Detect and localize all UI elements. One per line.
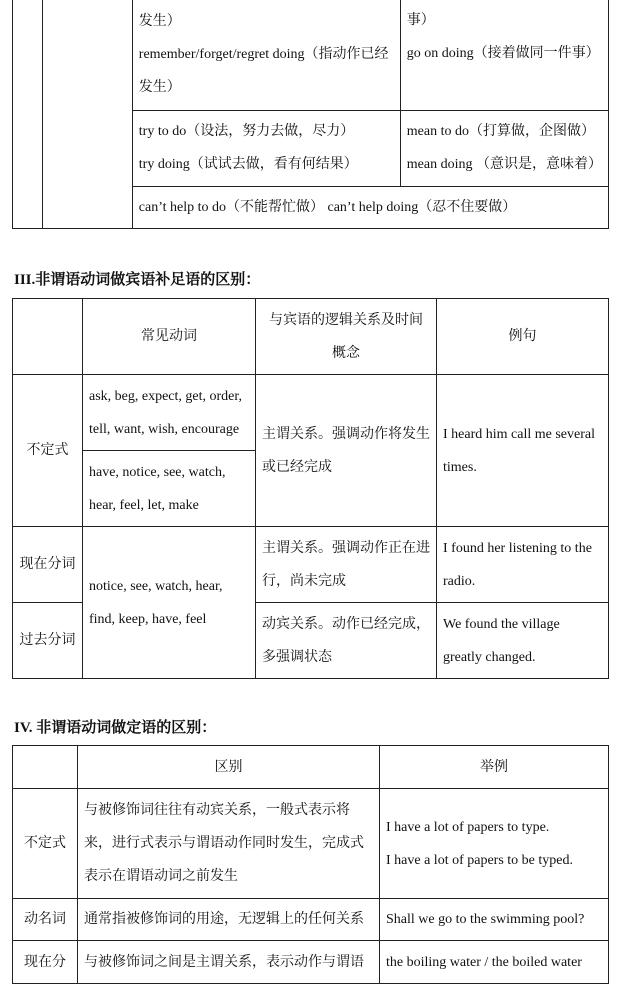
cell-remember-forget: 发生） remember/forget/regret doing（指动作已经 发生）: [132, 0, 400, 110]
header-difference: 区别: [78, 746, 380, 789]
label-infinitive: 不定式: [13, 375, 83, 527]
header-common-verbs: 常见动词: [83, 299, 256, 375]
empty-header-cell: [13, 746, 78, 789]
cell-example-infinitive: I heard him call me several times.: [437, 375, 609, 527]
cell-relation-present-participle: 主谓关系。强调动作正在进 行，尚未完成: [256, 527, 437, 603]
table-row: [13, 941, 609, 984]
header-example: 举例: [380, 746, 609, 789]
table-row: [13, 789, 609, 899]
cell-difference-present-participle: 与被修饰词之间是主谓关系，表示动作与谓语: [78, 941, 380, 984]
cell-example-gerund: Shall we go to the swimming pool?: [380, 899, 609, 941]
cell-go-on: 事） go on doing（接着做同一件事）: [400, 0, 608, 110]
header-example: 例句: [437, 299, 609, 375]
empty-cell: [42, 0, 132, 228]
cell-verbs-b: have, notice, see, watch, hear, feel, let, make: [83, 451, 256, 527]
table-row: [13, 375, 609, 451]
table-row: [13, 527, 609, 603]
label-infinitive: 不定式: [13, 789, 78, 899]
cell-verbs-a: ask, beg, expect, get, order, tell, want, wish, encourage: [83, 375, 256, 451]
header-logical-relation: 与宾语的逻辑关系及时间 概念: [256, 299, 437, 375]
empty-cell: [13, 0, 43, 228]
cell-try: try to do（设法，努力去做，尽力） try doing（试试去做，看有何结果）: [132, 110, 400, 186]
cell-example-past-participle: We found the village greatly changed.: [437, 603, 609, 679]
label-present-participle: 现在分: [13, 941, 78, 984]
cell-relation-infinitive: 主谓关系。强调动作将发生 或已经完成: [256, 375, 437, 527]
cell-difference-infinitive: 与被修饰词往往有动宾关系，一般式表示将 来，进行式表示与谓语动作同时发生，完成式 表示在谓语动词之前发生: [78, 789, 380, 899]
section-heading-iv: IV. 非谓语动词做定语的区别：: [14, 720, 217, 736]
table-verb-comparison: [12, 0, 609, 229]
table-row: [13, 0, 609, 110]
table-attributive: [12, 745, 609, 984]
cell-relation-past-participle: 动宾关系。动作已经完成， 多强调状态: [256, 603, 437, 679]
cell-example-present-participle: I found her listening to the radio.: [437, 527, 609, 603]
cell-cant-help: can’t help to do（不能帮忙做） can’t help doing（忍不住要做）: [132, 186, 608, 228]
cell-example-present-participle: the boiling water / the boiled water: [380, 941, 609, 984]
table-row: [13, 299, 609, 375]
label-present-participle: 现在分词: [13, 527, 83, 603]
cell-example-infinitive: I have a lot of papers to type. I have a lot of papers to be typed.: [380, 789, 609, 899]
label-past-participle: 过去分词: [13, 603, 83, 679]
cell-shared-verbs: notice, see, watch, hear, find, keep, have, feel: [83, 527, 256, 679]
section-heading-iii: III.非谓语动词做宾语补足语的区别：: [14, 272, 261, 288]
table-object-complement: [12, 298, 609, 679]
label-gerund: 动名词: [13, 899, 78, 941]
cell-mean: mean to do（打算做，企图做） mean doing （意识是，意味着）: [400, 110, 608, 186]
cell-difference-gerund: 通常指被修饰词的用途，无逻辑上的任何关系: [78, 899, 380, 941]
table-row: [13, 899, 609, 941]
table-row: [13, 746, 609, 789]
empty-header-cell: [13, 299, 83, 375]
